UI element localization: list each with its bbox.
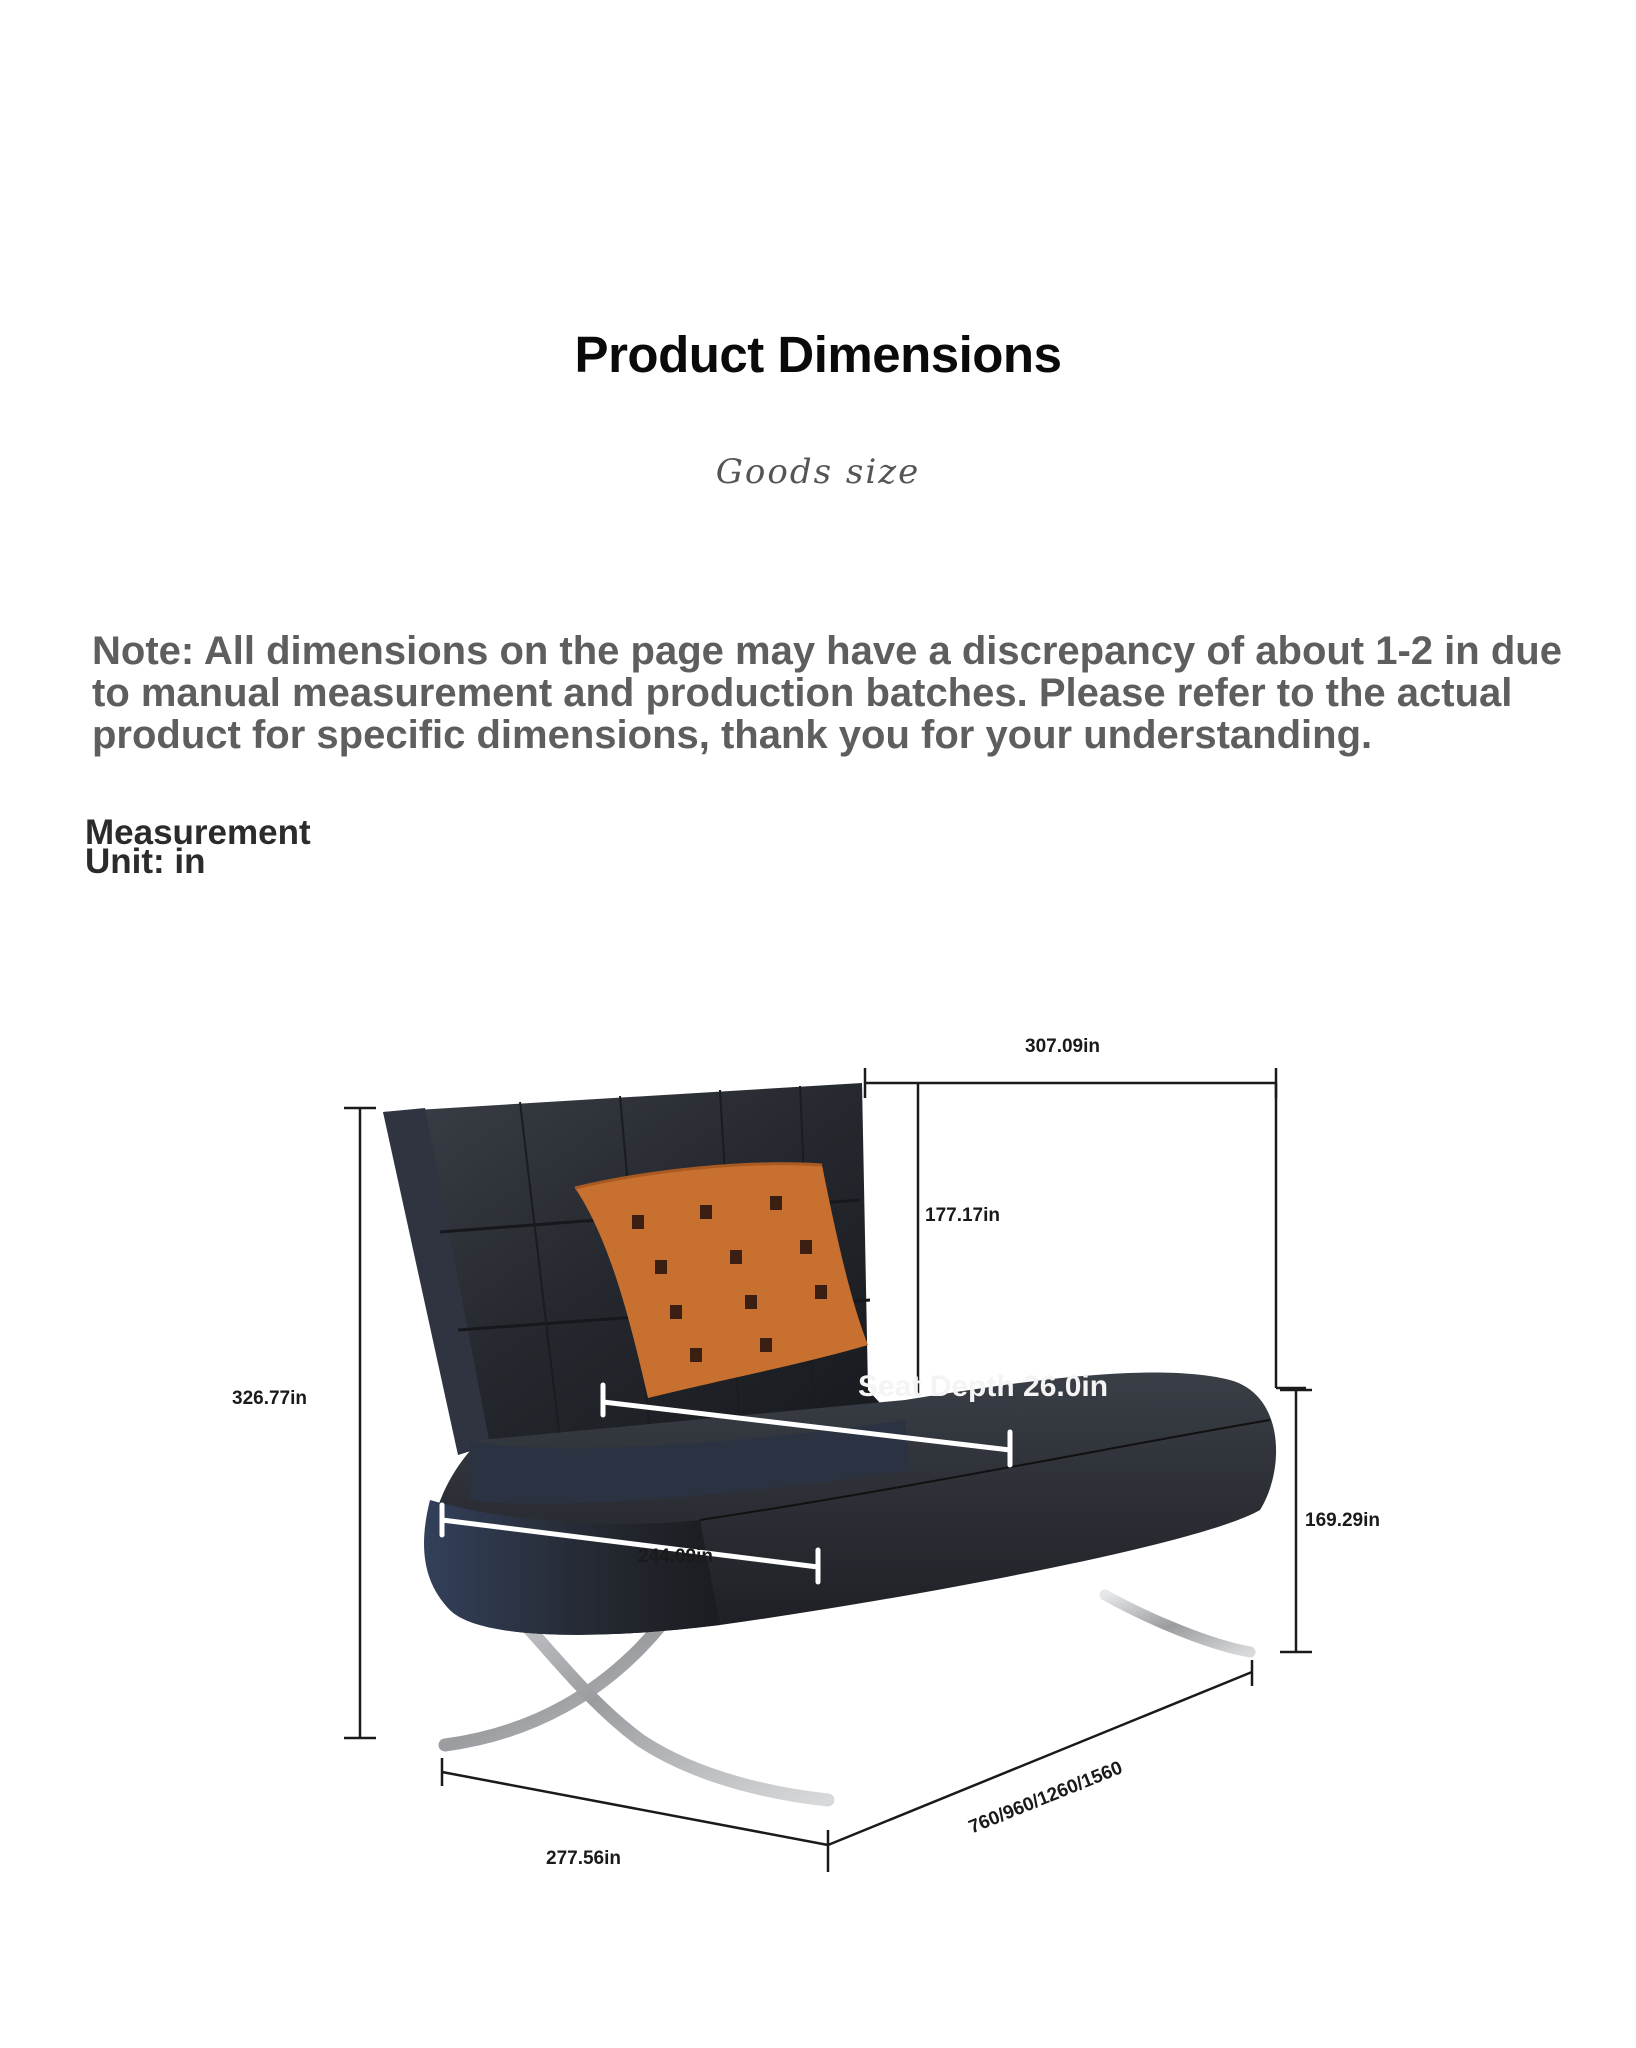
page-title: Product Dimensions (574, 326, 1062, 383)
dim-depth: 277.56in (546, 1848, 621, 1869)
page-subtitle: Goods size (715, 452, 921, 492)
dim-back-height: 177.17in (925, 1205, 1000, 1226)
dim-top-width: 307.09in (1025, 1036, 1100, 1057)
dimension-note: Note: All dimensions on the page may have a discrepancy of about 1-2 in due to manual measurement and production batches. Please refer to the actual product for specific dimensions, thank you for your understanding. (92, 629, 1562, 757)
dim-seat-height: 169.29in (1305, 1510, 1380, 1531)
dim-length-options: 760/960/1260/1560 (965, 1757, 1126, 1839)
unit-label: Unit: in (85, 842, 206, 881)
dim-total-height: 326.77in (232, 1388, 307, 1409)
dim-seat-width: 244.09in (638, 1546, 713, 1567)
measurement-label: Measurement (85, 813, 311, 852)
dim-seat-depth: Seat Depth 26.0in (858, 1370, 1109, 1403)
